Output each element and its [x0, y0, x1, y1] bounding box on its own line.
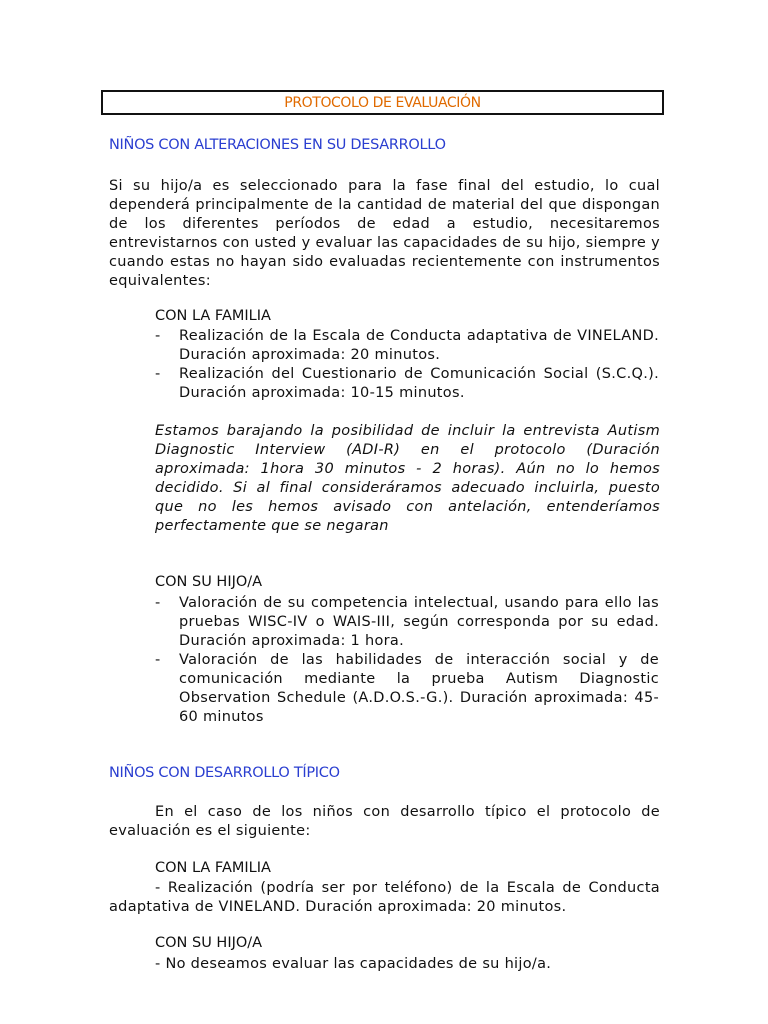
- list-item: - Valoración de las habilidades de interacción social y de comunicación mediante la prueba Autism Diagnostic Observation Schedule (A.D.O.S.-G.). Duración aproximada: 45-60 minutos: [155, 652, 659, 725]
- section-heading-alteraciones: NIÑOS CON ALTERACIONES EN SU DESARROLLO: [109, 137, 446, 153]
- section-heading-tipico: NIÑOS CON DESARROLLO TÍPICO: [109, 765, 340, 781]
- section1-intro: Si su hijo/a es seleccionado para la fase final del estudio, lo cual dependerá principalmente de la cantidad de material del que dispongan de los diferentes períodos de edad a estudio, necesitaremos entrevistarnos con usted y evaluar las capacidades de su hijo, siempre y cuando estas no hayan sido evaluadas recientemente con instrumentos equivalentes:: [109, 178, 660, 289]
- adir-note: Estamos barajando la posibilidad de incluir la entrevista Autism Diagnostic Interview (ADI-R) en el protocolo (Duración aproximada: 1hora 30 minutos - 2 horas). Aún no lo hemos decidido. Si al final consideráramos adecuado incluirla, puesto que no les hemos avisado con antelación, entenderíamos perfectamente que se negaran: [155, 423, 660, 534]
- document-title: PROTOCOLO DE EVALUACIÓN: [284, 94, 481, 111]
- list-item: - Realización del Cuestionario de Comunicación Social (S.C.Q.). Duración aproximada: 10-15 minutos.: [155, 366, 659, 401]
- hijo-list-1: [155, 594, 659, 727]
- list-item: - Valoración de su competencia intelectual, usando para ello las pruebas WISC-IV o WAIS-III, según corresponda por su edad. Duración aproximada: 1 hora.: [155, 595, 659, 649]
- subheading-familia-2: CON LA FAMILIA: [155, 860, 271, 876]
- list-item: - Realización de la Escala de Conducta adaptativa de VINELAND. Duración aproximada: 20 minutos.: [155, 328, 659, 363]
- familia-text-2: - Realización (podría ser por teléfono) de la Escala de Conducta adaptativa de VINELAND. Duración aproximada: 20 minutos.: [109, 880, 660, 915]
- familia-list-1: [155, 327, 659, 403]
- title-box: [101, 90, 664, 115]
- hijo-text-2: - No deseamos evaluar las capacidades de su hijo/a.: [155, 956, 552, 972]
- subheading-familia-1: CON LA FAMILIA: [155, 308, 271, 324]
- subheading-hijo-1: CON SU HIJO/A: [155, 574, 263, 590]
- subheading-hijo-2: CON SU HIJO/A: [155, 935, 263, 951]
- section2-intro: En el caso de los niños con desarrollo típico el protocolo de evaluación es el siguiente:: [109, 804, 660, 839]
